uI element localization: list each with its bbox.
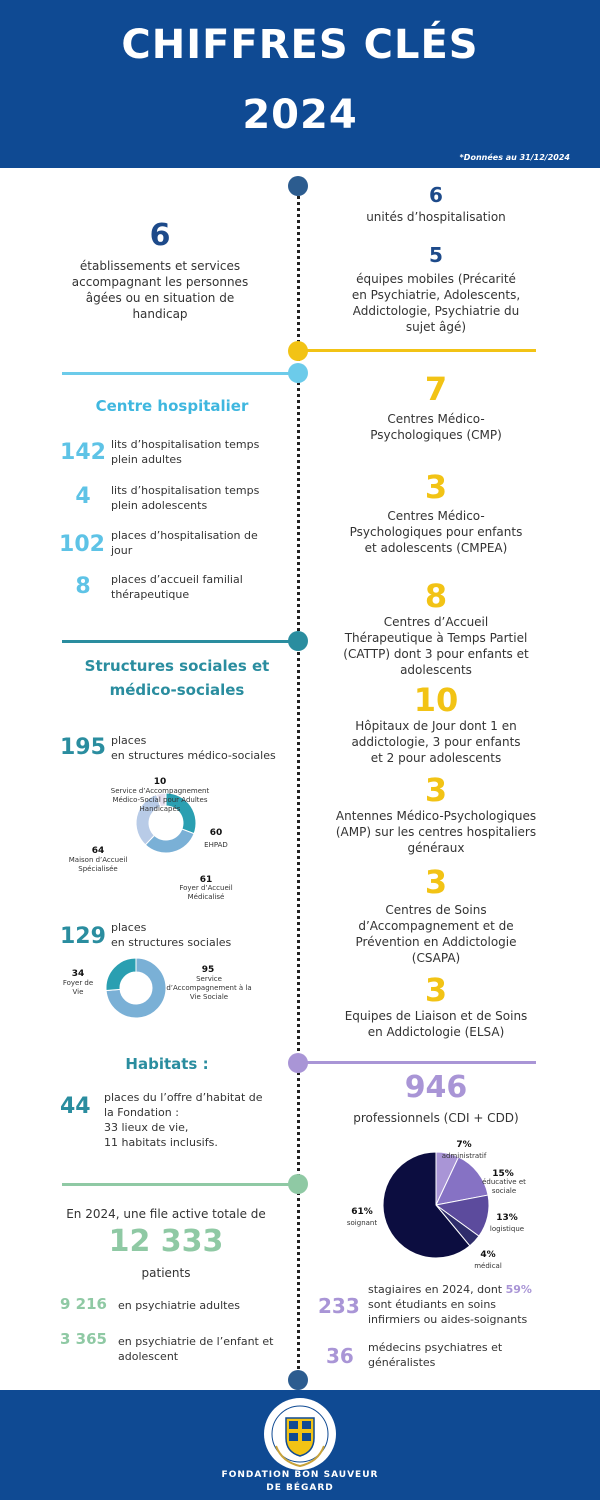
- interns-value: 233: [318, 1294, 360, 1318]
- interns-text-line3: infirmiers ou aides-soignants: [368, 1313, 528, 1326]
- cmp-text: Centres Médico-Psychologiques (CMP): [370, 412, 502, 442]
- pie3-label-text-4: soignant: [346, 1219, 378, 1227]
- hospital-value-3: 102: [59, 532, 105, 557]
- staff-text: professionnels (CDI + CDD): [353, 1111, 519, 1125]
- logo-quarter-4: [302, 1433, 311, 1441]
- units-value: 6: [429, 183, 443, 207]
- doctors-value: 36: [326, 1344, 354, 1368]
- pie3-label-value-1: 15%: [492, 1169, 514, 1179]
- medico-social-donut-chart: [0, 760, 300, 910]
- logo-quarter-3: [289, 1433, 298, 1441]
- donut2-label-text-1: Foyer de Vie: [62, 979, 94, 996]
- divider-yellow: [298, 349, 536, 352]
- file-active-intro: En 2024, une file active totale de: [66, 1207, 266, 1221]
- hospital-value-1: 142: [60, 440, 106, 465]
- hospital-text-3: places d’hospitalisation de jour: [111, 529, 258, 557]
- habitats-text-line4: 11 habitats inclusifs.: [104, 1136, 218, 1149]
- pie3-label-value-2: 13%: [496, 1213, 518, 1223]
- habitats-text-line2: la Fondation :: [104, 1106, 179, 1119]
- donut2-label-value-0: 95: [201, 965, 215, 975]
- child-psychiatry-text-line1: en psychiatrie de l’enfant et: [118, 1335, 274, 1348]
- pie3-label-text-3: médical: [474, 1262, 502, 1270]
- footer-name-line1: FONDATION BON SAUVEUR: [221, 1470, 379, 1480]
- page-title-line1: CHIFFRES CLÉS: [121, 22, 479, 68]
- hospital-text-4: places d’accueil familial thérapeutique: [111, 573, 243, 601]
- staff-pie-chart: [300, 1130, 600, 1275]
- pie3-label-value-4: 61%: [351, 1207, 373, 1217]
- social-section-title-line2: médico-sociales: [109, 681, 245, 699]
- amp-value: 3: [424, 771, 448, 809]
- social-places-text-line1: places: [111, 921, 147, 934]
- donut1-label-value-1: 61: [199, 875, 213, 885]
- elsa-text: Equipes de Liaison et de Soins en Addictologie (ELSA): [344, 1009, 528, 1039]
- donut1-label-value-3: 10: [153, 777, 167, 787]
- donut1-label-text-2-wrap: [60, 856, 136, 880]
- data-date-note: *Données au 31/12/2024: [459, 153, 570, 162]
- hospital-text-1: lits d’hospitalisation temps plein adultes: [111, 438, 260, 466]
- doctors-text-line2: généralistes: [368, 1356, 436, 1369]
- cmpea-value: 3: [424, 468, 448, 506]
- staff-value: 946: [404, 1070, 468, 1105]
- timeline-dot-navy-top: [288, 176, 308, 196]
- donut1-slice-1: [145, 829, 194, 853]
- units-text: unités d’hospitalisation: [366, 210, 506, 224]
- interns-text-line2: sont étudiants en soins: [368, 1298, 497, 1311]
- file-active-value: 12 333: [108, 1224, 224, 1259]
- elsa-value: 3: [424, 971, 448, 1009]
- pie3-label-text-2: logistique: [489, 1225, 525, 1233]
- donut1-label-value-0: 60: [209, 828, 223, 838]
- adult-psychiatry-value: 9 216: [60, 1295, 107, 1313]
- donut1-label-text-3: Service d’Accompagnement Médico-Social pour Adultes Handicapés: [110, 787, 210, 813]
- hospital-value-2: 4: [75, 484, 91, 509]
- timeline-dot-navy-bottom: [288, 1370, 308, 1390]
- foundation-logo: [262, 1396, 338, 1472]
- pie3-label-value-0: 7%: [456, 1140, 472, 1150]
- cattp-value: 8: [424, 577, 448, 615]
- pie3-label-text-1: éducative et sociale: [482, 1178, 526, 1195]
- social-donut-chart: [0, 950, 300, 1030]
- hospital-section-title: Centre hospitalier: [95, 397, 249, 415]
- social-places-text-line2: en structures sociales: [111, 936, 232, 949]
- mobile-teams-text: équipes mobiles (Précarité en Psychiatrie, Adolescents, Addictologie, Psychiatrie du sujet âgé): [351, 272, 521, 334]
- establishments-text: établissements et services accompagnant les personnes âgées ou en situation de handicap: [71, 259, 249, 321]
- footer-name-line2: DE BÉGARD: [266, 1483, 334, 1493]
- hdj-value: 10: [413, 681, 459, 719]
- divider-teal: [62, 640, 292, 643]
- donut2-slice-1: [106, 958, 136, 991]
- medico-social-value: 195: [60, 735, 106, 760]
- page-title-line2: 2024: [242, 92, 358, 138]
- logo-quarter-1: [289, 1421, 298, 1429]
- donut2-label-value-1: 34: [71, 969, 85, 979]
- interns-text-line1: [368, 1282, 568, 1297]
- social-section-title-line1: Structures sociales et: [84, 657, 270, 675]
- pie3-group: [383, 1152, 489, 1258]
- adult-psychiatry-text: en psychiatrie adultes: [118, 1299, 240, 1312]
- donut1-label-value-2: 64: [91, 846, 105, 856]
- social-places-value: 129: [60, 924, 106, 949]
- donut2-label-text-0-wrap: [164, 975, 254, 1007]
- cmp-value: 7: [424, 370, 448, 408]
- habitats-text-line3: 33 lieux de vie,: [104, 1121, 189, 1134]
- donut2-label-text-1-wrap: [60, 979, 96, 1003]
- child-psychiatry-text-line2: adolescent: [118, 1350, 179, 1363]
- cattp-text: Centres d’Accueil Thérapeutique à Temps Partiel (CATTP) dont 3 pour enfants et adolescents: [343, 615, 529, 677]
- donut1-label-text-2: Maison d’Accueil Spécialisée: [68, 856, 128, 873]
- pie3-label-value-3: 4%: [480, 1250, 496, 1260]
- establishments-value: 6: [149, 218, 171, 253]
- interns-pct: 59%: [505, 1283, 532, 1296]
- pie3-label-text-1-wrap: [478, 1178, 530, 1200]
- divider-green: [62, 1183, 292, 1186]
- habitats-text-line1: places du l’offre d’habitat de: [104, 1091, 263, 1104]
- mobile-teams-value: 5: [429, 243, 443, 267]
- csapa-text: Centres de Soins d’Accompagnement et de Prévention en Addictologie (CSAPA): [355, 903, 517, 965]
- hospital-text-2: lits d’hospitalisation temps plein adolescents: [111, 484, 260, 512]
- medico-social-text-line2: en structures médico-sociales: [111, 749, 276, 762]
- csapa-value: 3: [424, 863, 448, 901]
- donut2-label-text-0: Service d’Accompagnement à la Vie Sociale: [166, 975, 252, 1001]
- file-active-unit: patients: [141, 1266, 191, 1280]
- donut1-label-text-3-wrap: [100, 787, 220, 819]
- cmpea-text: Centres Médico-Psychologiques pour enfants et adolescents (CMPEA): [349, 509, 523, 555]
- amp-text: Antennes Médico-Psychologiques (AMP) sur les centres hospitaliers généraux: [335, 809, 537, 855]
- medico-social-text-line1: places: [111, 734, 147, 747]
- donut1-label-text-0: EHPAD: [204, 841, 228, 849]
- divider-purple: [298, 1061, 536, 1064]
- habitats-section-title: Habitats :: [125, 1055, 209, 1073]
- logo-quarter-2: [302, 1421, 311, 1429]
- doctors-text-line1: médecins psychiatres et: [368, 1341, 503, 1354]
- hdj-text: Hôpitaux de Jour dont 1 en addictologie, 3 pour enfants et 2 pour adolescents: [351, 719, 521, 765]
- divider-lightblue: [62, 372, 292, 375]
- donut1-label-text-1: Foyer d’Accueil Médicalisé: [179, 884, 233, 901]
- habitats-value: 44: [60, 1094, 91, 1119]
- child-psychiatry-value: 3 365: [60, 1330, 107, 1348]
- interns-text-a: stagiaires en 2024, dont: [368, 1283, 506, 1296]
- pie3-label-text-0: administratif: [441, 1152, 487, 1160]
- donut1-label-text-1-wrap: [170, 884, 242, 908]
- hospital-value-4: 8: [75, 574, 91, 599]
- donut2-group: [106, 958, 166, 1018]
